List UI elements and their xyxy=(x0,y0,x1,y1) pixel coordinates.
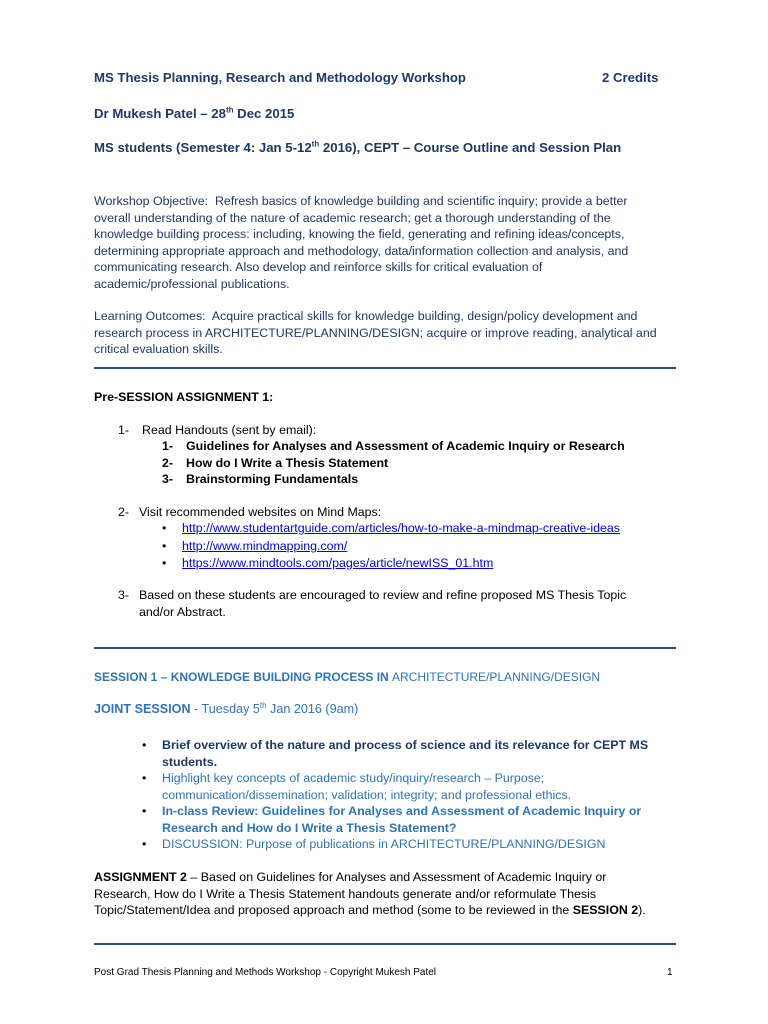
link-row-2: • http://www.mindmapping.com/ xyxy=(162,539,348,553)
pre-item-3: 3- Based on these students are encouraged to review and refine proposed MS Thesis Topic and/or Abstract. xyxy=(118,588,627,619)
credits: 2 Credits xyxy=(602,70,659,85)
handout-2: 2- How do I Write a Thesis Statement xyxy=(162,456,389,470)
session1-bullet-3: • In-class Review: Guidelines for Analyses and Assessment of Academic Inquiry or Research and How do I Write a Thesis Statement? xyxy=(142,804,642,835)
session1-bullet-2: • Highlight key concepts of academic study/inquiry/research – Purpose; communication/dissemination; validation; integrity; and professional ethics. xyxy=(142,771,572,802)
author-line: Dr Mukesh Patel – 28th Dec 2015 xyxy=(94,105,295,121)
page-number: 1 xyxy=(667,967,673,978)
doc-title: MS Thesis Planning, Research and Methodology Workshop xyxy=(94,70,466,85)
session1-title: SESSION 1 – KNOWLEDGE BUILDING PROCESS IN ARCHITECTURE/PLANNING/DESIGN xyxy=(94,670,601,684)
pre-item-1: 1- Read Handouts (sent by email): xyxy=(118,423,317,437)
pre-session-heading: Pre-SESSION ASSIGNMENT 1: xyxy=(94,390,274,404)
divider-2 xyxy=(94,647,676,649)
handout-3: 3- Brainstorming Fundamentals xyxy=(162,472,359,486)
session1-bullet-1: • Brief overview of the nature and process of science and its relevance for CEPT MS students. xyxy=(142,738,649,769)
link-mindmapping[interactable]: http://www.mindmapping.com/ xyxy=(182,539,348,553)
assignment-2: ASSIGNMENT 2 – Based on Guidelines for Analyses and Assessment of Academic Inquiry or Research, How do I Write a Thesis Statement handouts generate and/or reformulate Thesis Topic/Statement/Idea and proposed approach and method (some to be reviewed in the SESSION 2). xyxy=(94,870,646,917)
divider-3 xyxy=(94,943,676,945)
session1-bullet-4: • DISCUSSION: Purpose of publications in ARCHITECTURE/PLANNING/DESIGN xyxy=(142,837,606,851)
pre-item-2: 2- Visit recommended websites on Mind Maps: xyxy=(118,505,382,519)
link-mindtools[interactable]: https://www.mindtools.com/pages/article/newISS_01.htm xyxy=(182,556,494,570)
link-row-3: • https://www.mindtools.com/pages/article/newISS_01.htm xyxy=(162,556,494,570)
workshop-objective: Workshop Objective: Refresh basics of knowledge building and scientific inquiry; provide a better overall understanding of the nature of academic research; get a thorough understanding of the knowledge building process: including, knowing the field, generating and refining ideas/concepts, determining appropriate approach and methodology, data/information collection and analysis, and communicating research. Also develop and reinforce skills for critical evaluation of academic/professional publications. xyxy=(94,194,629,291)
joint-session-line: JOINT SESSION - Tuesday 5th Jan 2016 (9am) xyxy=(94,700,359,716)
handout-1: 1- Guidelines for Analyses and Assessment of Academic Inquiry or Research xyxy=(162,439,625,453)
course-line: MS students (Semester 4: Jan 5-12th 2016), CEPT – Course Outline and Session Plan xyxy=(94,139,622,155)
link-studentartguide[interactable]: http://www.studentartguide.com/articles/how-to-make-a-mindmap-creative-ideas xyxy=(182,521,620,535)
footer-text: Post Grad Thesis Planning and Methods Workshop - Copyright Mukesh Patel xyxy=(94,967,437,978)
objective-label: Workshop Objective: xyxy=(94,194,209,208)
learning-outcomes: Learning Outcomes: Acquire practical skills for knowledge building, design/policy development and research process in ARCHITECTURE/PLANNING/DESIGN; acquire or improve reading, analytical and critical evaluation skills. xyxy=(94,309,657,356)
divider-1 xyxy=(94,367,676,369)
outcomes-label: Learning Outcomes: xyxy=(94,309,206,323)
link-row-1: • http://www.studentartguide.com/articles/how-to-make-a-mindmap-creative-ideas xyxy=(162,521,620,535)
